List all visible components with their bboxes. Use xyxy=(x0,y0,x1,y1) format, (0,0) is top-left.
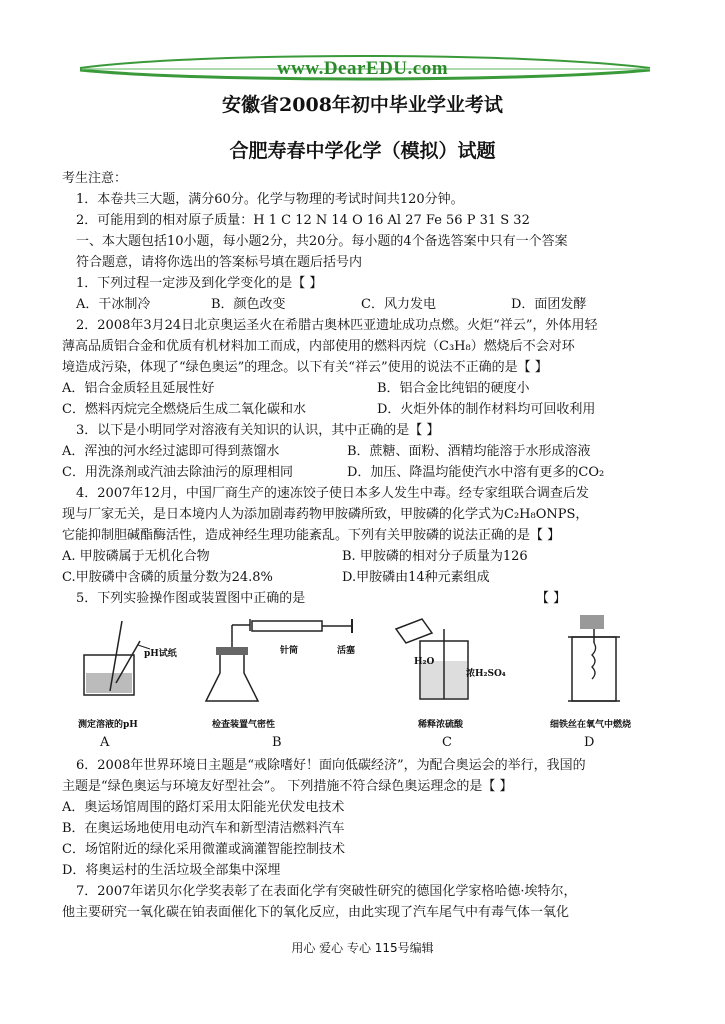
label-plunger: 活塞 xyxy=(337,646,356,656)
question-4-stem: 现与厂家无关，是日本境内人为添加剧毒药物甲胺磷所致，甲胺磷的化学式为C₂H₈ONPS， xyxy=(62,507,589,522)
question-1-options xyxy=(62,294,662,315)
option-a: A．铝合金质轻且延展性好 xyxy=(62,381,215,396)
site-header xyxy=(0,46,725,92)
option-c: C．风力发电 xyxy=(361,297,436,312)
exam-subtitle: 合肥寿春中学化学（模拟）试题 xyxy=(229,140,496,162)
label-syringe: 针筒 xyxy=(280,646,299,656)
caption-c: 稀释浓硫酸 xyxy=(418,720,464,730)
question-2-stem: 薄高品质铝合金和优质有机材料加工而成，内部使用的燃料丙烷（C₃H₈）燃烧后不会对环 xyxy=(62,339,575,354)
answer-bracket: 【 】 xyxy=(536,591,567,606)
figure-letter-a: A xyxy=(100,735,110,750)
question-3-stem: 3．以下是小明同学对溶液有关知识的认识，其中正确的是【 】 xyxy=(76,423,440,438)
option-c: C.甲胺磷中含磷的质量分数为24.8% xyxy=(62,570,273,585)
figure-letters xyxy=(62,735,662,755)
option-d: D．火炬外体的制作材料均可回收利用 xyxy=(377,402,596,417)
label-concentrated-acid: 浓H₂SO₄ xyxy=(466,669,506,679)
option-a: A．浑浊的河水经过滤即可得到蒸馏水 xyxy=(62,444,280,459)
question-6-stem: 主题是“绿色奥运与环境友好型社会”。 下列措施不符合绿色奥运理念的是【 】 xyxy=(62,779,513,794)
figure-d-iron-combustion xyxy=(552,613,662,713)
option-b: B. 甲胺磷的相对分子质量为126 xyxy=(342,549,528,564)
question-4-options xyxy=(62,567,662,588)
question-2-options xyxy=(62,399,662,420)
option-d: D．将奥运村的生活垃圾全部集中深埋 xyxy=(62,863,281,878)
question-3-options xyxy=(62,441,662,462)
option-c: C．场馆附近的绿化采用微灌或滴灌智能控制技术 xyxy=(62,842,345,857)
option-b: B．在奥运场地使用电动汽车和新型清洁燃料汽车 xyxy=(62,821,345,836)
question-2-stem: 境造成污染，体现了“绿色奥运”的理念。以下有关“祥云”使用的说法不正确的是【 】 xyxy=(62,360,548,375)
question-1-stem: 1．下列过程一定涉及到化学变化的是【 】 xyxy=(76,276,323,291)
question-3-options xyxy=(62,462,662,483)
option-a: A．奥运场馆周围的路灯采用太阳能光伏发电技术 xyxy=(62,800,345,815)
caption-d: 细铁丝在氧气中燃烧 xyxy=(550,720,632,730)
question-4-stem: 它能抑制胆碱酯酶活性，造成神经生理功能紊乱。下列有关甲胺磷的说法正确的是【 】 xyxy=(62,528,561,543)
question-4-stem: 4．2007年12月，中国厂商生产的速冻饺子使日本多人发生中毒。经专家组联合调查后发 xyxy=(76,486,589,501)
option-d: D．面团发酵 xyxy=(511,297,587,312)
label-ph-paper: pH试纸 xyxy=(144,649,177,659)
page-footer: 用心 爱心 专心 115号编辑 xyxy=(291,941,434,955)
caption-a: 测定溶液的pH xyxy=(78,720,138,730)
question-7-stem: 他主要研究一氧化碳在铂表面催化下的氧化反应，由此实现了汽车尾气中有毒气体一氧化 xyxy=(62,905,570,920)
exam-title: 安徽省2008年初中毕业学业考试 xyxy=(222,94,503,116)
question-5-figures xyxy=(62,613,662,735)
question-2-stem: 2．2008年3月24日北京奥运圣火在希腊古奥林匹亚遗址成功点燃。火炬“祥云”，外体用轻 xyxy=(76,318,598,333)
notice-item: 2．可能用到的相对原子质量：H 1 C 12 N 14 O 16 Al 27 Fe 56 P 31 S 32 xyxy=(76,213,530,228)
question-5-stem-row xyxy=(62,588,662,609)
caption-b: 检查装置气密性 xyxy=(212,720,276,730)
question-4-options xyxy=(62,546,662,567)
question-7-stem: 7．2007年诺贝尔化学奖表彰了在表面化学有突破性研究的德国化学家格哈德·埃特尔， xyxy=(76,884,577,899)
label-water: H₂O xyxy=(414,657,435,667)
section-instruction: 符合题意，请将你选出的答案标号填在题后括号内 xyxy=(76,255,363,270)
question-6-stem: 6．2008年世界环境日主题是“戒除嗜好！面向低碳经济”，为配合奥运会的举行，我国的 xyxy=(76,758,586,773)
question-5-stem: 5．下列实验操作图或装置图中正确的是 xyxy=(76,591,306,606)
figure-c-dilution xyxy=(392,613,532,713)
section-instruction: 一、本大题包括10小题，每小题2分，共20分。每小题的4个备选答案中只有一个答案 xyxy=(76,234,568,249)
figure-letter-b: B xyxy=(272,735,282,750)
option-c: C．用洗涤剂或汽油去除油污的原理相同 xyxy=(62,465,293,480)
figure-letter-c: C xyxy=(442,735,452,750)
figure-b-airtightness xyxy=(202,613,372,713)
exam-content xyxy=(62,168,662,923)
figure-a-ph-test xyxy=(72,613,182,713)
notice-item: 1．本卷共三大题，满分60分。化学与物理的考试时间共120分钟。 xyxy=(76,192,464,207)
option-c: C．燃料丙烷完全燃烧后生成二氧化碳和水 xyxy=(62,402,306,417)
option-b: B．蔗糖、面粉、酒精均能溶于水形成溶液 xyxy=(347,444,591,459)
option-d: D.甲胺磷由14种元素组成 xyxy=(342,570,490,585)
option-b: B．铝合金比纯铝的硬度小 xyxy=(377,381,530,396)
option-a: A. 甲胺磷属于无机化合物 xyxy=(62,549,210,564)
option-a: A．干冰制冷 xyxy=(76,297,151,312)
notice-heading: 考生注意： xyxy=(62,171,128,186)
site-url: www.DearEDU.com xyxy=(276,58,449,79)
option-b: B．颜色改变 xyxy=(211,297,286,312)
question-2-options xyxy=(62,378,662,399)
figure-letter-d: D xyxy=(584,735,595,750)
option-d: D．加压、降温均能使汽水中溶有更多的CO₂ xyxy=(347,465,605,480)
